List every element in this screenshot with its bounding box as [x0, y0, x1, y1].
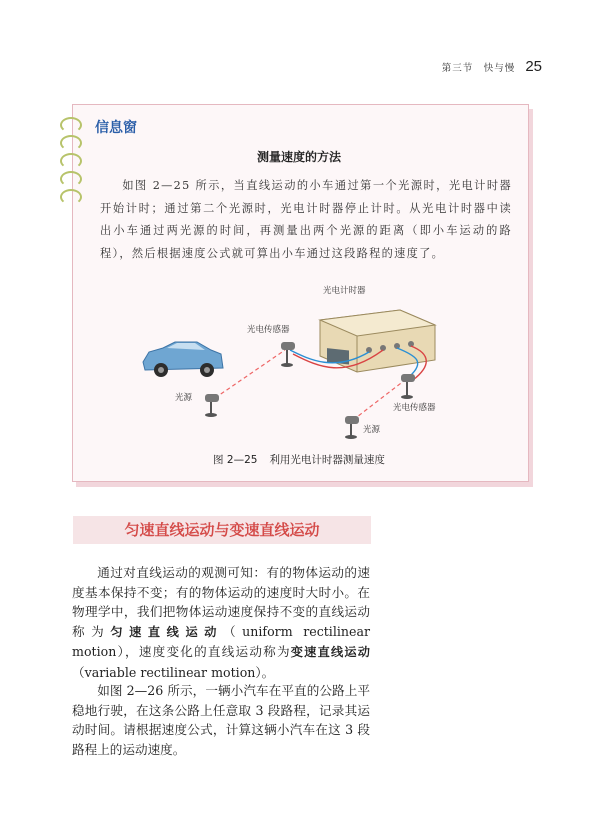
section-banner: [73, 516, 371, 544]
figure-number: 图 2—25: [213, 454, 258, 466]
light-source-left: [205, 394, 219, 417]
figure-caption-text: 利用光电计时器测量速度: [269, 454, 385, 466]
photoelectric-timer-figure: [135, 280, 455, 450]
label-light-left: 光源: [175, 393, 193, 403]
p1-text-3: （variable rectilinear motion）。: [72, 664, 275, 680]
sensor-right: [401, 374, 415, 399]
info-box-heading: 测量速度的方法: [256, 150, 341, 164]
label-sensor-right: 光电传感器: [393, 403, 436, 413]
light-source-bottom: [345, 416, 359, 439]
section-heading: 匀速直线运动与变速直线运动: [124, 521, 320, 539]
term-uniform-motion: 匀速直线运动: [110, 624, 223, 639]
car-illustration: [143, 342, 223, 377]
p1-text-2: （uniform rectilinear motion），速度变化的直线运动称为: [72, 623, 370, 660]
term-variable-motion: 变速直线运动: [290, 645, 370, 660]
body-paragraph-1: [72, 563, 370, 683]
label-timer: 光电计时器: [323, 286, 366, 296]
page-number: 25: [525, 58, 542, 75]
body-paragraph-2: 如图 2—26 所示，一辆小汽车在平直的公路上平稳地行驶，在这条公路上任意取 3 段路程，记录其运动时间。请根据速度公式，计算这辆小汽车在这 3 段路程上的运动速度。: [72, 683, 370, 757]
info-box-title: 信息窗: [95, 120, 137, 136]
label-light-bottom: 光源: [363, 425, 381, 435]
label-sensor-top: 光电传感器: [247, 325, 290, 335]
p1-text-1: 通过对直线运动的观测可知：有的物体运动的速度基本保持不变；有的物体运动的速度时大时小。在物理学中，我们把物体运动速度保持不变的直线运动称为: [72, 565, 370, 639]
figure-caption: [0, 452, 598, 467]
running-header: [442, 58, 542, 75]
info-box-paragraph: 如图 2—25 所示，当直线运动的小车通过第一个光源时，光电计时器开始计时；通过第二个光源时，光电计时器停止计时。从光电计时器中读出小车通过两光源的时间，再测量出两个光源的距离（即小车运动的路程），然后根据速度公式就可算出小车通过这段路程的速度了。: [100, 179, 512, 260]
section-title: 第三节 快与慢: [441, 63, 516, 74]
